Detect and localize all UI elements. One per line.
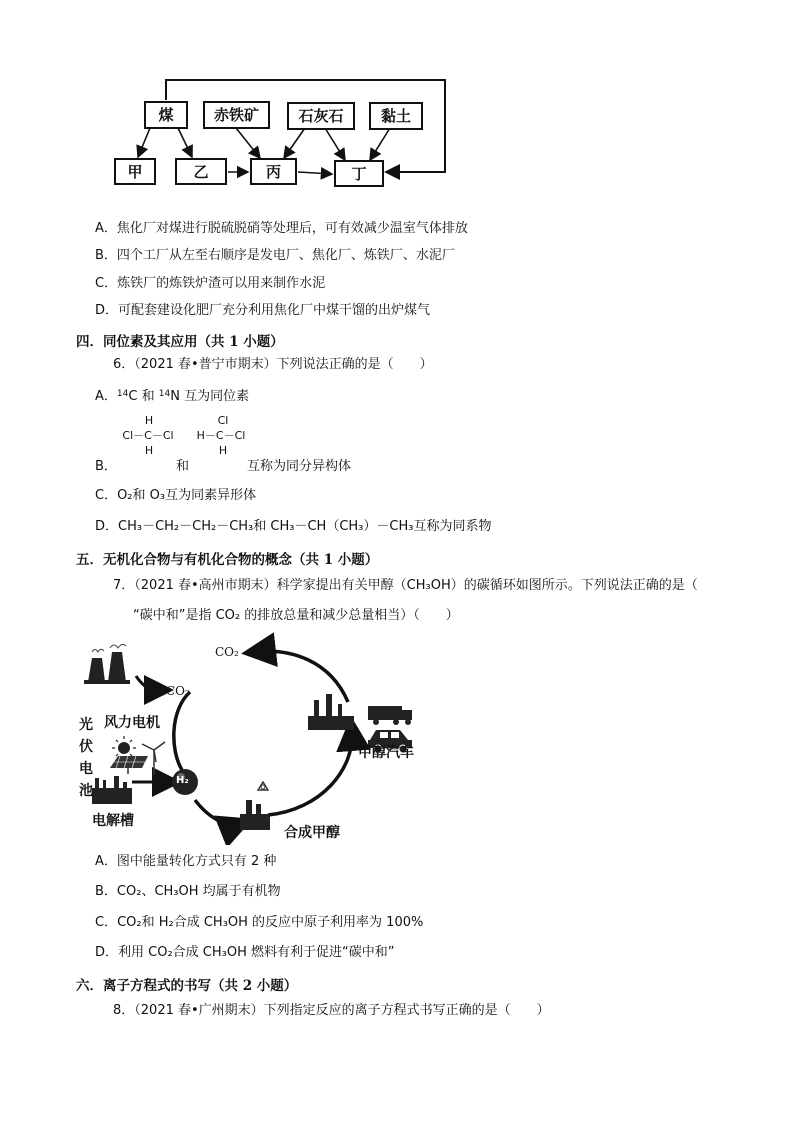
q6-option-a xyxy=(95,386,249,405)
section-5-title: 五．无机化合物与有机化合物的概念（共 1 小题） xyxy=(76,552,379,568)
box-limestone: 石灰石 xyxy=(287,102,355,130)
wind-label: 风力电机 xyxy=(104,715,160,731)
q6-option-c: C．O₂和 O₃互为同素异形体 xyxy=(95,488,257,503)
box-yi: 乙 xyxy=(175,158,227,185)
electrolysis-factory-icon xyxy=(92,776,132,804)
q5-option-b: B．四个工厂从左至右顺序是发电厂、焦化厂、炼铁厂、水泥厂 xyxy=(95,248,455,263)
box-coal: 煤 xyxy=(144,101,188,129)
q6-option-d: D．CH₃－CH₂－CH₂－CH₃和 CH₃－CH（CH₃）－CH₃互称为同系物 xyxy=(95,519,492,534)
power-plant-icon xyxy=(84,644,130,684)
mol1-bottom: H xyxy=(144,444,154,457)
q6-b-and: 和 xyxy=(176,459,190,474)
q6-a-and: 和 xyxy=(141,389,155,404)
q6-a-iso2-symbol: N xyxy=(170,389,180,404)
electrolysis-label: 电解槽 xyxy=(92,813,134,829)
co2-left-label: CO₂ xyxy=(166,684,190,698)
mol2-mid: H－C－Cl xyxy=(196,429,246,442)
q7-stem-line1: 7．（2021 春•高州市期末）科学家提出有关甲醇（CH₃OH）的碳循环如图所示。下列说法正确的是（ xyxy=(113,578,698,593)
q6-b-prefix: B． xyxy=(95,459,117,474)
methanol-plant-icon xyxy=(240,782,270,830)
carbon-cycle-diagram xyxy=(70,630,430,845)
h2-label: H₂ xyxy=(176,775,189,786)
q7-stem-line2: “碳中和”是指 CO₂ 的排放总量和减少总量相当）（ ） xyxy=(133,608,459,623)
q6-molecule-2 xyxy=(191,414,251,457)
q5-option-c: C．炼铁厂的炼铁炉渣可以用来制作水泥 xyxy=(95,276,326,291)
q7-option-d: D．利用 CO₂合成 CH₃OH 燃料有利于促进“碳中和” xyxy=(95,945,395,960)
pv-label-2: 伏 xyxy=(79,739,93,755)
mol1-mid: Cl－C－Cl xyxy=(122,429,174,442)
q7-option-a: A．图中能量转化方式只有 2 种 xyxy=(95,854,277,869)
q7-option-c: C．CO₂和 H₂合成 CH₃OH 的反应中原子利用率为 100% xyxy=(95,915,424,930)
q6-b-suffix: 互称为同分异构体 xyxy=(247,459,352,474)
pv-label-4: 池 xyxy=(79,783,93,799)
q6-a-iso2-mass: 14 xyxy=(158,389,171,399)
box-clay: 黏土 xyxy=(369,102,423,130)
q6-a-iso1-symbol: C xyxy=(128,389,138,404)
flow-diagram xyxy=(0,0,794,210)
mol2-top: Cl xyxy=(217,414,229,427)
box-bing: 丙 xyxy=(250,158,297,185)
co2-top-label: CO₂ xyxy=(215,645,239,659)
pv-label-1: 光 xyxy=(79,717,93,733)
factory-truck-icon xyxy=(308,694,412,730)
car-label: 甲醇汽车 xyxy=(358,745,414,761)
q8-stem: 8．（2021 春•广州期末）下列指定反应的离子方程式书写正确的是（ ） xyxy=(113,1003,550,1018)
section-6-title: 六．离子方程式的书写（共 2 小题） xyxy=(76,978,298,994)
q7-option-b: B．CO₂、CH₃OH 均属于有机物 xyxy=(95,884,281,899)
box-ding: 丁 xyxy=(334,160,384,187)
mol1-top: H xyxy=(144,414,154,427)
box-jia: 甲 xyxy=(114,158,156,185)
pv-label-3: 电 xyxy=(79,761,93,777)
q6-molecule-1 xyxy=(118,414,178,457)
mol2-bottom: H xyxy=(218,444,228,457)
section-4-title: 四．同位素及其应用（共 1 小题） xyxy=(76,334,284,350)
q6-stem: 6．（2021 春•普宁市期末）下列说法正确的是（ ） xyxy=(113,357,433,372)
solar-panel-icon xyxy=(110,736,148,774)
q5-option-a: A．焦化厂对煤进行脱硫脱硝等处理后，可有效减少温室气体排放 xyxy=(95,221,468,236)
q6-a-prefix: A． xyxy=(95,389,117,404)
synth-label: 合成甲醇 xyxy=(284,825,340,841)
q6-a-iso1-mass: 14 xyxy=(116,389,129,399)
q5-option-d: D．可配套建设化肥厂充分利用焦化厂中煤干馏的出炉煤气 xyxy=(95,303,431,318)
q6-a-suffix: 互为同位素 xyxy=(184,389,250,404)
box-hematite: 赤铁矿 xyxy=(203,101,270,129)
